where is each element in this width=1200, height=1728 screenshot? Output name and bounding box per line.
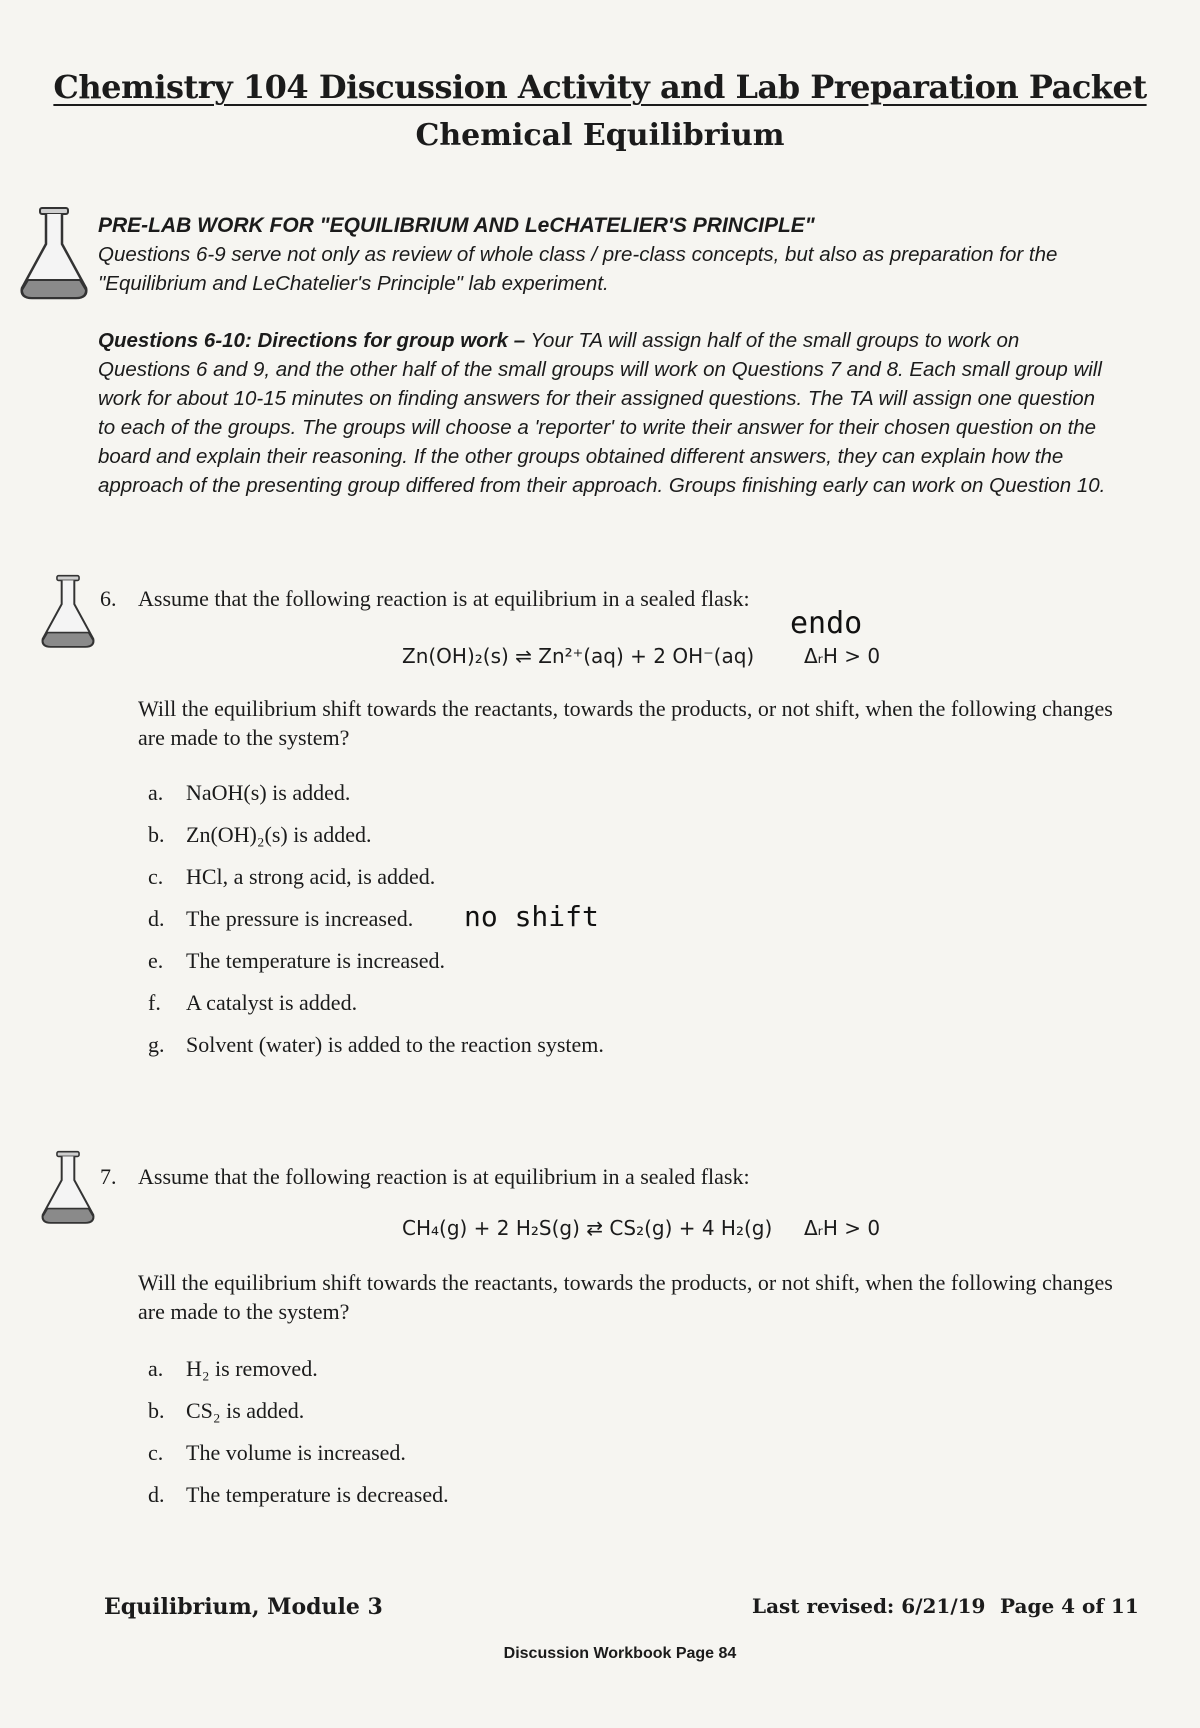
- q7-item-d: d. The temperature is decreased.: [148, 1482, 449, 1507]
- q7-item-b: b. CS₂ is added.: [148, 1398, 305, 1423]
- q6-item-d: d. The pressure is increased.: [148, 906, 414, 931]
- topic-title: Chemical Equilibrium: [415, 118, 785, 153]
- q6-handwritten-answer: no shift: [464, 900, 599, 933]
- prelab-heading: PRE-LAB WORK FOR "EQUILIBRIUM AND LeCHATELIER'S PRINCIPLE": [98, 214, 815, 237]
- footer-page: Page 4 of 11: [1000, 1594, 1139, 1618]
- q6-item-b: b. Zn(OH)₂(s) is added.: [148, 822, 372, 847]
- flask-icon: [38, 574, 98, 650]
- q6-item-c: c. HCl, a strong acid, is added.: [148, 864, 436, 889]
- q7-item-a: a. H₂ is removed.: [148, 1356, 318, 1381]
- flask-icon: [38, 1150, 98, 1226]
- q6-prompt: Assume that the following reaction is at equilibrium in a sealed flask:: [138, 586, 750, 611]
- q7-enthalpy: ΔᵣH > 0: [804, 1216, 881, 1240]
- footer-revised: Last revised: 6/21/19: [752, 1594, 986, 1618]
- q6-enthalpy: ΔᵣH > 0: [804, 644, 881, 668]
- prelab-text: Questions 6-9 serve not only as review of whole class / pre-class concepts, but also as preparation for the "Equilibrium and LeChatelier's Principle" lab experiment.: [98, 243, 1058, 295]
- q7-prompt: Assume that the following reaction is at equilibrium in a sealed flask:: [138, 1164, 750, 1189]
- q6-equation: Zn(OH)₂(s) ⇌ Zn²⁺(aq) + 2 OH⁻(aq): [402, 644, 755, 668]
- q6-item-f: f. A catalyst is added.: [148, 990, 358, 1015]
- q6-number: 6.: [100, 586, 117, 611]
- group-directions: [98, 326, 1108, 500]
- workbook-page-label: Discussion Workbook Page 84: [503, 1645, 737, 1662]
- packet-title: Chemistry 104 Discussion Activity and Lab Preparation Packet: [53, 68, 1147, 106]
- directions-label: Questions 6-10: Directions for group work –: [98, 329, 526, 352]
- directions-text: Your TA will assign half of the small groups to work on Questions 6 and 9, and the other half of the small groups will work on Questions 7 and 8. Each small group will work for about 10-15 minutes on finding answers for their assigned questions. The TA will assign one question to each of the groups. The groups will choose a 'reporter' to write their answer for their chosen question on the board and explain their reasoning. If the other groups obtained different answers, they can explain how the approach of the presenting group differed from their approach. Groups finishing early can work on Question 10.: [98, 329, 1106, 497]
- flask-icon: [16, 206, 92, 302]
- q6-handwritten-endo: endo: [790, 606, 863, 641]
- footer-module: Equilibrium, Module 3: [104, 1594, 383, 1620]
- q7-question: Will the equilibrium shift towards the reactants, towards the products, or not shift, when the following changes are made to the system?: [138, 1270, 1113, 1324]
- q7-equation: CH₄(g) + 2 H₂S(g) ⇄ CS₂(g) + 4 H₂(g): [402, 1216, 773, 1240]
- q7-number: 7.: [100, 1164, 117, 1189]
- q7-item-c: c. The volume is increased.: [148, 1440, 406, 1465]
- q6-question: Will the equilibrium shift towards the reactants, towards the products, or not shift, when the following changes are made to the system?: [138, 696, 1113, 750]
- q6-item-g: g. Solvent (water) is added to the reaction system.: [148, 1032, 604, 1057]
- q6-item-a: a. NaOH(s) is added.: [148, 780, 351, 805]
- q6-item-e: e. The temperature is increased.: [148, 948, 445, 973]
